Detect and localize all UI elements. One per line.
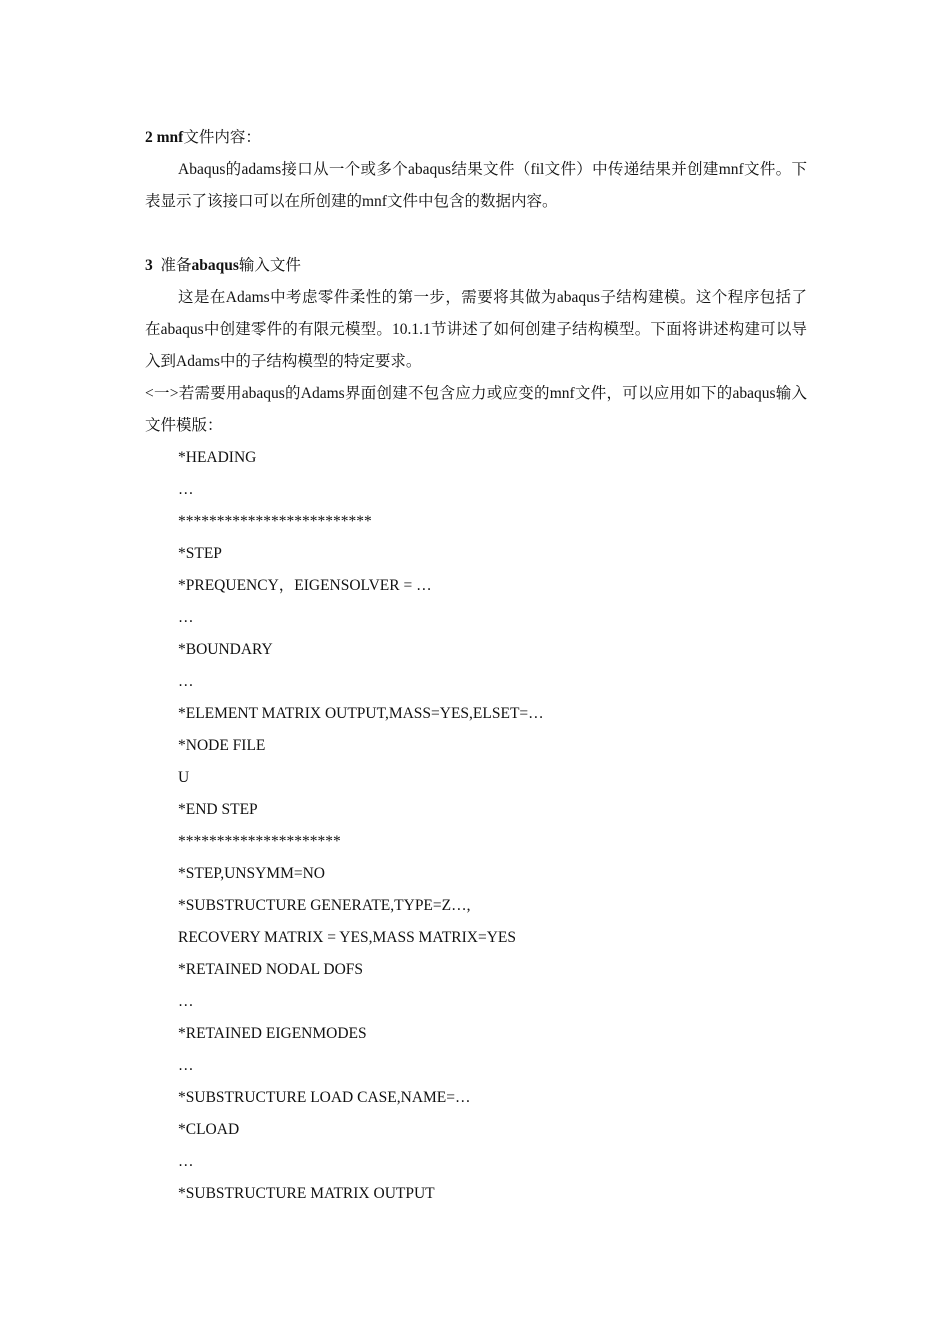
code-line: RECOVERY MATRIX = YES,MASS MATRIX=YES — [178, 929, 517, 946]
code-line: … — [178, 1057, 194, 1074]
code-line: *ELEMENT MATRIX OUTPUT,MASS=YES,ELSET=… — [178, 705, 544, 722]
code-line: *SUBSTRUCTURE MATRIX OUTPUT — [178, 1185, 435, 1202]
code-line: *BOUNDARY — [178, 641, 273, 658]
section-3-title-pre: 准备 — [160, 257, 192, 274]
code-line: *PREQUENCY，EIGENSOLVER = … — [178, 577, 432, 594]
code-line: *SUBSTRUCTURE GENERATE,TYPE=Z…, — [178, 897, 471, 914]
code-line: … — [178, 481, 194, 498]
section-3-paragraph: 这是在Adams中考虑零件柔性的第一步，需要将其做为abaqus子结构建模。这个程序包括了在abaqus中创建零件的有限元模型。10.1.1节讲述了如何创建子结构模型。下面将讲述构建可以导入到Adams中的子结构模型的特定要求。 — [145, 289, 807, 370]
input-file-template — [145, 442, 807, 1210]
code-line: ************************* — [178, 513, 372, 530]
code-line: *RETAINED EIGENMODES — [178, 1025, 367, 1042]
section-2-title-bold: mnf — [156, 129, 184, 146]
code-line: … — [178, 993, 194, 1010]
code-line: *STEP,UNSYMM=NO — [178, 865, 325, 882]
section-spacer — [145, 218, 807, 250]
section-2-number: 2 — [145, 129, 153, 146]
code-line: … — [178, 673, 194, 690]
section-2-paragraph: Abaqus的adams接口从一个或多个abaqus结果文件（fil文件）中传递结果并创建mnf文件。下表显示了该接口可以在所创建的mnf文件中包含的数据内容。 — [145, 161, 807, 210]
section-3-number: 3 — [145, 257, 153, 274]
code-line: ********************* — [178, 833, 341, 850]
code-line: *STEP — [178, 545, 222, 562]
code-line: *SUBSTRUCTURE LOAD CASE,NAME=… — [178, 1089, 471, 1106]
code-line: … — [178, 1153, 194, 1170]
section-2-title-text: 文件内容： — [183, 129, 261, 146]
section-3-title-bold: abaqus — [191, 257, 239, 274]
section-3-note: <一>若需要用abaqus的Adams界面创建不包含应力或应变的mnf文件，可以应用如下的abaqus输入文件模版： — [145, 385, 807, 434]
code-line: *RETAINED NODAL DOFS — [178, 961, 364, 978]
code-line: U — [178, 769, 190, 786]
section-3-title-text: 输入文件 — [238, 257, 301, 274]
code-line: *CLOAD — [178, 1121, 240, 1138]
section-2-heading — [145, 122, 807, 154]
code-line: *END STEP — [178, 801, 258, 818]
code-line: *HEADING — [178, 449, 257, 466]
document-body — [145, 122, 807, 1210]
section-3-heading — [145, 250, 807, 282]
code-line: *NODE FILE — [178, 737, 266, 754]
code-line: … — [178, 609, 194, 626]
